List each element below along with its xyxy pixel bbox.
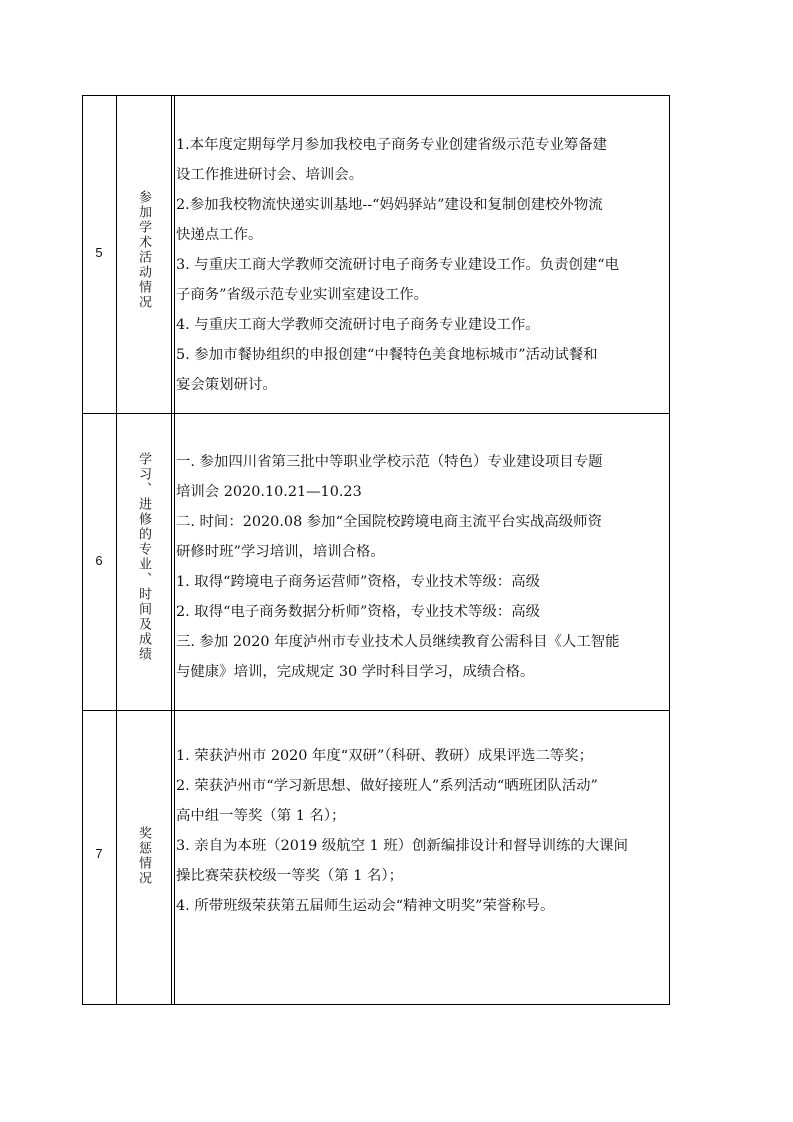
row-divider-5-6 [82, 413, 670, 414]
row-category-label: 奖惩情况 [136, 826, 151, 886]
row-number: 6 [95, 553, 103, 568]
content-line: 高中组一等奖（第 1 名）； [176, 808, 346, 824]
row-category-label: 学习、进修的专业、时间及成绩 [136, 452, 151, 662]
content-line: 3. 亲自为本班（2019 级航空 1 班）创新编排设计和督导训练的大课间 [176, 838, 628, 854]
column-divider-1 [116, 95, 117, 1005]
row-number: 7 [95, 846, 103, 861]
content-line: 4. 所带班级荣获第五届师生运动会“精神文明奖”荣誉称号。 [176, 898, 555, 914]
table-right-border [669, 95, 670, 1005]
content-line: 宴会策划研讨。 [176, 377, 277, 393]
content-line: 三. 参加 2020 年度泸州市专业技术人员继续教育公需科目《人工智能 [176, 634, 620, 650]
row-number: 5 [95, 245, 103, 260]
row-category-label: 参加学术活动情况 [136, 190, 151, 310]
content-line: 与健康》培训，完成规定 30 学时科目学习，成绩合格。 [176, 664, 535, 680]
content-line: 1. 取得“跨境电子商务运营师”资格，专业技术等级：高级 [176, 574, 541, 590]
row-divider-6-7 [82, 710, 670, 711]
content-line: 3. 与重庆工商大学教师交流研讨电子商务专业建设工作。负责创建“电 [176, 257, 619, 273]
content-line: 2. 取得“电子商务数据分析师”资格，专业技术等级：高级 [176, 604, 541, 620]
row-content [176, 447, 666, 687]
content-line: 2.参加我校物流快递实训基地--“妈妈驿站”建设和复制创建校外物流 [176, 197, 603, 213]
content-line: 操比赛荣获校级一等奖（第 1 名）； [176, 868, 403, 884]
content-line: 一. 参加四川省第三批中等职业学校示范（特色）专业建设项目专题 [176, 454, 603, 470]
content-line: 培训会 2020.10.21—10.23 [176, 484, 362, 500]
content-line: 子商务”省级示范专业实训室建设工作。 [176, 287, 428, 303]
row-content [176, 741, 666, 921]
column-divider-2 [171, 95, 172, 1005]
table-top-border [82, 95, 670, 96]
content-line: 4. 与重庆工商大学教师交流研讨电子商务专业建设工作。 [176, 317, 540, 333]
content-line: 1. 荣获泸州市 2020 年度“双研”（科研、教研）成果评选二等奖； [176, 748, 593, 764]
content-line: 二. 时间：2020.08 参加“全国院校跨境电商主流平台实战高级师资 [176, 514, 602, 530]
content-line: 2. 荣获泸州市“学习新思想、做好接班人”系列活动“晒班团队活动” [176, 778, 598, 794]
table-bottom-border [82, 1004, 670, 1005]
column-divider-2-double [174, 95, 175, 1005]
content-line: 快递点工作。 [176, 227, 263, 243]
content-line: 研修时班”学习培训，培训合格。 [176, 544, 385, 560]
row-content [176, 130, 666, 400]
table-left-border [82, 95, 83, 1005]
content-line: 设工作推进研讨会、培训会。 [176, 167, 364, 183]
content-line: 1.本年度定期每学月参加我校电子商务专业创建省级示范专业筹备建 [176, 137, 608, 153]
content-line: 5. 参加市餐协组织的申报创建“中餐特色美食地标城市”活动试餐和 [176, 347, 598, 363]
